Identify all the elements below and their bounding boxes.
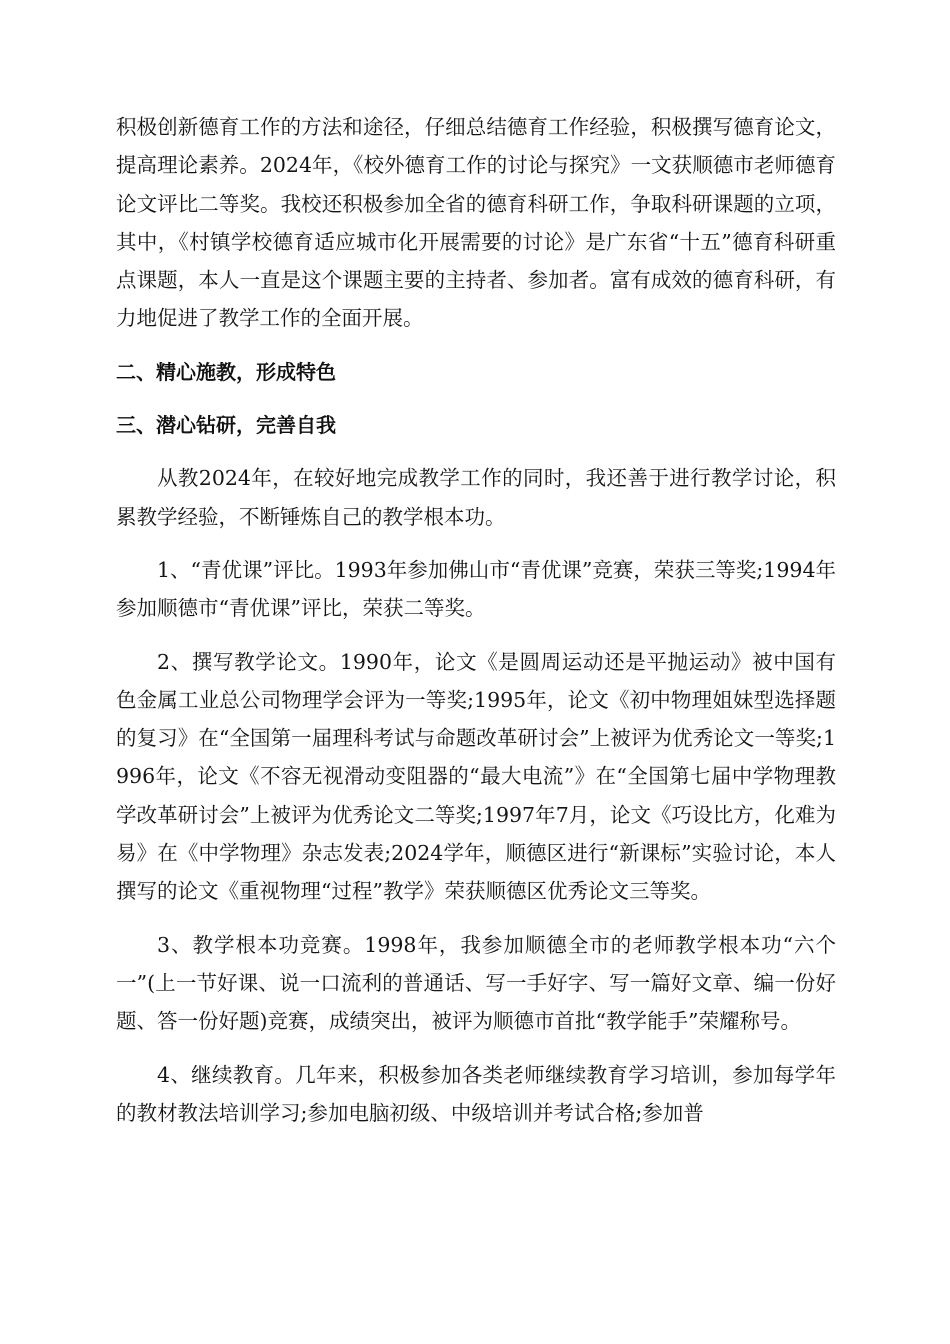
section-heading-three: 三、潜心钻研，完善自我 [116, 413, 336, 438]
intro-paragraph: 积极创新德育工作的方法和途径，仔细总结德育工作经验，积极撰写德育论文，提高理论素养。2024年，《校外德育工作的讨论与探究》一文获顺德市老师德育论文评比二等奖。我校还积极参加全省的德育科研工作，争取科研课题的立项，其中，《村镇学校德育适应城市化开展需要的讨论》是广东省“十五”德育科研重点课题，本人一直是这个课题主要的主持者、参加者。富有成效的德育科研，有力地促进了教学工作的全面开展。 [116, 115, 836, 331]
section-intro-paragraph: 从教2024年，在较好地完成教学工作的同时，我还善于进行教学讨论，积累教学经验，不断锤炼自己的教学根本功。 [116, 466, 836, 529]
list-item-3: 3、教学根本功竞赛。1998年，我参加顺德全市的老师教学根本功“六个一”(上一节好课、说一口流利的普通话、写一手好字、写一篇好文章、编一份好题、答一份好题)竞赛，成绩突出，被评为顺德市首批“教学能手”荣耀称号。 [116, 932, 836, 1034]
document-body [116, 108, 836, 1147]
section-heading-two: 二、精心施教，形成特色 [116, 359, 336, 384]
list-item-1: 1、“青优课”评比。1993年参加佛山市“青优课”竞赛，荣获三等奖;1994年参加顺德市“青优课”评比，荣获二等奖。 [116, 557, 836, 621]
list-item-2: 2、撰写教学论文。1990年，论文《是圆周运动还是平抛运动》被中国有色金属工业总公司物理学会评为一等奖;1995年，论文《初中物理姐妹型选择题的复习》在“全国第一届理科考试与命题改革研讨会”上被评为优秀论文一等奖;1996年，论文《不容无视滑动变阻器的“最大电流”》在“全国第七届中学物理教学改革研讨会”上被评为优秀论文二等奖;1997年7月，论文《巧设比方，化难为易》在《中学物理》杂志发表;2024学年，顺德区进行“新课标”实验讨论，本人撰写的论文《重视物理“过程”教学》荣获顺德区优秀论文三等奖。 [116, 649, 836, 904]
list-item-4: 4、继续教育。几年来，积极参加各类老师继续教育学习培训，参加每学年的教材教法培训学习;参加电脑初级、中级培训并考试合格;参加普 [116, 1062, 836, 1125]
